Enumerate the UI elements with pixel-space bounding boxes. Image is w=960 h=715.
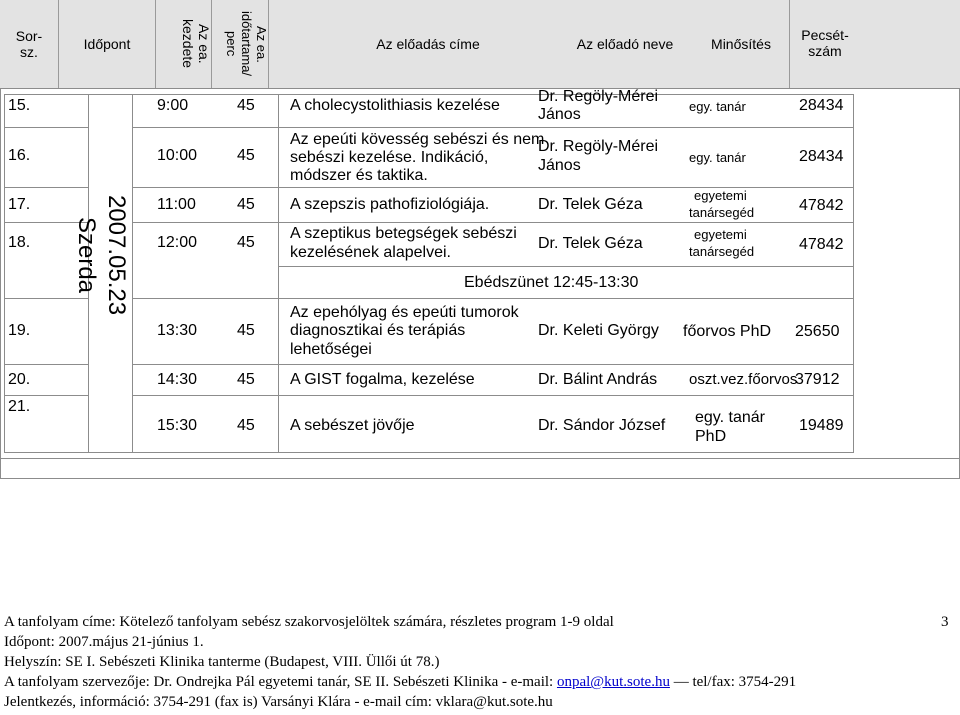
row-stamp: 19489 (799, 417, 844, 434)
row-title: A GIST fogalma, kezelése (290, 371, 475, 388)
row-rank: tanársegéd (689, 244, 755, 259)
row-title: A szepszis pathofiziológiája. (290, 196, 490, 213)
header-kezdete: Az ea. kezdete (180, 19, 212, 69)
row-title: A cholecystolithiasis kezelése (290, 97, 500, 114)
row-title: kezelésének alapelvei. (290, 244, 451, 261)
row-time: 15:30 (157, 417, 198, 434)
row-lecturer: János (538, 157, 581, 174)
row-stamp: 47842 (799, 236, 844, 253)
row-title: Az epeúti kövesség sebészi és nem (290, 131, 545, 148)
header-pecsetszam: Pecsét- szám (801, 27, 849, 59)
row-duration: 45 (237, 371, 255, 388)
row-time: 11:00 (157, 196, 196, 213)
row-title: A szeptikus betegségek sebészi (290, 225, 517, 242)
row-stamp: 25650 (795, 323, 840, 340)
row-rank: tanársegéd (689, 205, 755, 220)
row-number: 19. (8, 322, 31, 339)
row-rank: egy. tanár (689, 99, 746, 114)
row-lecturer: Dr. Telek Géza (538, 235, 643, 252)
footer-organizer (4, 674, 796, 691)
row-number: 17. (8, 196, 31, 213)
row-title: sebészi kezelése. Indikáció, (290, 149, 489, 166)
table-header (0, 0, 960, 88)
row-number: 18. (8, 234, 31, 251)
row-lecturer: Dr. Telek Géza (538, 196, 643, 213)
organizer-email-link[interactable]: onpal@kut.sote.hu (556, 674, 670, 690)
row-time: 9:00 (157, 97, 189, 114)
header-minosites: Minősítés (711, 36, 771, 52)
row-rank: egyetemi (694, 227, 747, 242)
footer-organizer-phone: — tel/fax: 3754-291 (669, 674, 797, 690)
row-lecturer: Dr. Sándor József (538, 417, 666, 434)
row-rank: egy. tanár (689, 150, 746, 165)
footer-date: Időpont: 2007.május 21-június 1. (4, 634, 204, 650)
header-idopont: Időpont (83, 36, 131, 52)
header-cim: Az előadás címe (376, 36, 480, 52)
row-number: 16. (8, 147, 31, 164)
footer-registration: Jelentkezés, információ: 3754-291 (fax is) Varsányi Klára - e-mail cím: vklara@kut.sote.hu (4, 694, 553, 710)
row-title: diagnosztikai és terápiás (290, 322, 466, 339)
row-lecturer: Dr. Regöly-Mérei (538, 138, 659, 155)
row-duration: 45 (237, 196, 255, 213)
row-duration: 45 (237, 234, 255, 251)
header-sorsz: Sor- sz. (15, 28, 43, 60)
row-rank: egyetemi (694, 188, 747, 203)
row-duration: 45 (237, 322, 255, 339)
footer-course-title: A tanfolyam címe: Kötelező tanfolyam sebész szakorvosjelöltek számára, részletes program 1-9 oldal (4, 614, 614, 630)
row-number: 21. (8, 398, 31, 415)
row-time: 14:30 (157, 371, 198, 388)
row-time: 12:00 (157, 234, 198, 251)
row-title: lehetőségei (290, 341, 372, 358)
row-rank: oszt.vez.főorvos (689, 371, 798, 388)
row-duration: 45 (237, 147, 255, 164)
row-time: 13:30 (157, 322, 198, 339)
row-stamp: 37912 (795, 371, 840, 388)
row-title: Az epehólyag és epeúti tumorok (290, 304, 519, 321)
row-stamp: 28434 (799, 148, 844, 165)
date-vertical-label: 2007.05.23 Szerda (73, 194, 130, 316)
row-stamp: 47842 (799, 197, 844, 214)
page-number: 3 (941, 614, 949, 630)
lunch-break: Ebédszünet 12:45-13:30 (464, 274, 639, 291)
row-rank: egy. tanár (695, 409, 765, 426)
row-lecturer: Dr. Regöly-Mérei (538, 88, 659, 105)
row-time: 10:00 (157, 147, 198, 164)
row-lecturer: János (538, 106, 581, 123)
row-title: módszer és taktika. (290, 167, 428, 184)
header-eloado: Az előadó neve (576, 36, 674, 52)
footer-organizer-text: A tanfolyam szervezője: Dr. Ondrejka Pál egyetemi tanár, SE II. Sebészeti Klinika - e-mail: (4, 674, 557, 690)
row-lecturer: Dr. Bálint András (538, 371, 658, 388)
row-duration: 45 (237, 417, 255, 434)
row-rank: főorvos PhD (683, 323, 772, 340)
row-title: A sebészet jövője (290, 417, 415, 434)
row-duration: 45 (237, 97, 255, 114)
row-number: 20. (8, 371, 31, 388)
row-number: 15. (8, 97, 31, 114)
header-idotartam: Az ea. időtartama/ perc (224, 11, 269, 77)
footer-location: Helyszín: SE I. Sebészeti Klinika tanterme (Budapest, VIII. Üllői út 78.) (4, 654, 440, 670)
row-lecturer: Dr. Keleti György (538, 322, 659, 339)
row-stamp: 28434 (799, 97, 844, 114)
row-rank: PhD (695, 428, 727, 445)
